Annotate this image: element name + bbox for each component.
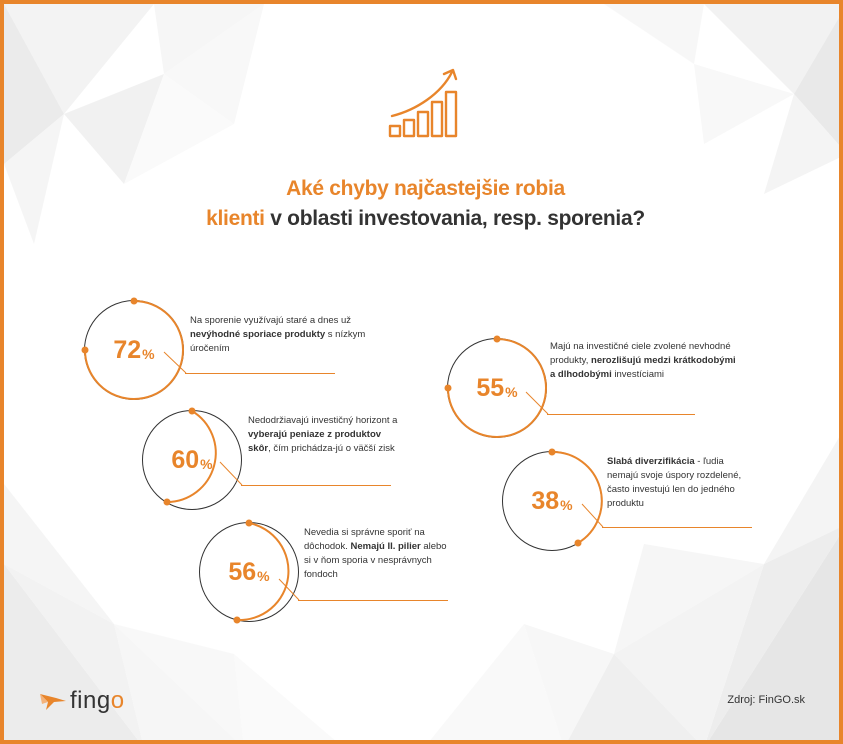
stat-description-38: Slabá diverzifikácia - ľudia nemajú svoje úspory rozdelené, často investujú len do jedného produktu xyxy=(607,456,742,509)
stat-value: 60 % xyxy=(171,445,213,474)
divider-line xyxy=(547,414,695,415)
leader-line xyxy=(279,579,309,605)
stat-circle-55 xyxy=(447,338,547,438)
headline-rest: v oblasti investovania, resp. sporenia? xyxy=(264,207,645,230)
stat-value: 38 % xyxy=(531,486,573,515)
stat-description-60: Nedodržiavajú investičný horizont a vyberajú peniaze z produktov skôr, čím prichádza-jú o väčší zisk xyxy=(248,415,398,454)
logo-text: fingo xyxy=(70,687,125,714)
stat-description-72: Na sporenie využívajú staré a dnes už nevýhodné sporiace produkty s nízkym úročením xyxy=(190,315,366,354)
divider-line xyxy=(298,600,448,601)
source-credit: Zdroj: FinGO.sk xyxy=(727,694,805,706)
headline-line1: Aké chyby najčastejšie robia xyxy=(286,177,565,200)
growth-bar-chart-icon xyxy=(386,66,466,142)
fingo-bird-icon xyxy=(38,690,68,712)
stat-circle-60 xyxy=(142,410,242,510)
divider-line xyxy=(241,485,391,486)
headline-highlight: klienti xyxy=(206,207,265,230)
headline-line2 xyxy=(4,204,843,234)
headline xyxy=(4,174,843,234)
divider-line xyxy=(185,373,335,374)
stat-value: 55 % xyxy=(476,373,518,402)
stat-description-56: Nevedia si správne sporiť na dôchodok. Nemajú II. pilier alebo si v ňom sporia v nesprávnych fondoch xyxy=(304,527,447,580)
stat-value: 56 % xyxy=(228,557,270,586)
stat-value: 72 % xyxy=(113,335,155,364)
stat-description-55: Majú na investičné ciele zvolené nevhodné produkty, nerozlišujú medzi krátkodobými a dlhodobými investíciami xyxy=(550,341,736,380)
stat-circle-56 xyxy=(199,522,299,622)
fingo-logo xyxy=(38,687,125,715)
stat-circle-38 xyxy=(502,451,602,551)
divider-line xyxy=(602,527,752,528)
stat-circle-72 xyxy=(84,300,184,400)
